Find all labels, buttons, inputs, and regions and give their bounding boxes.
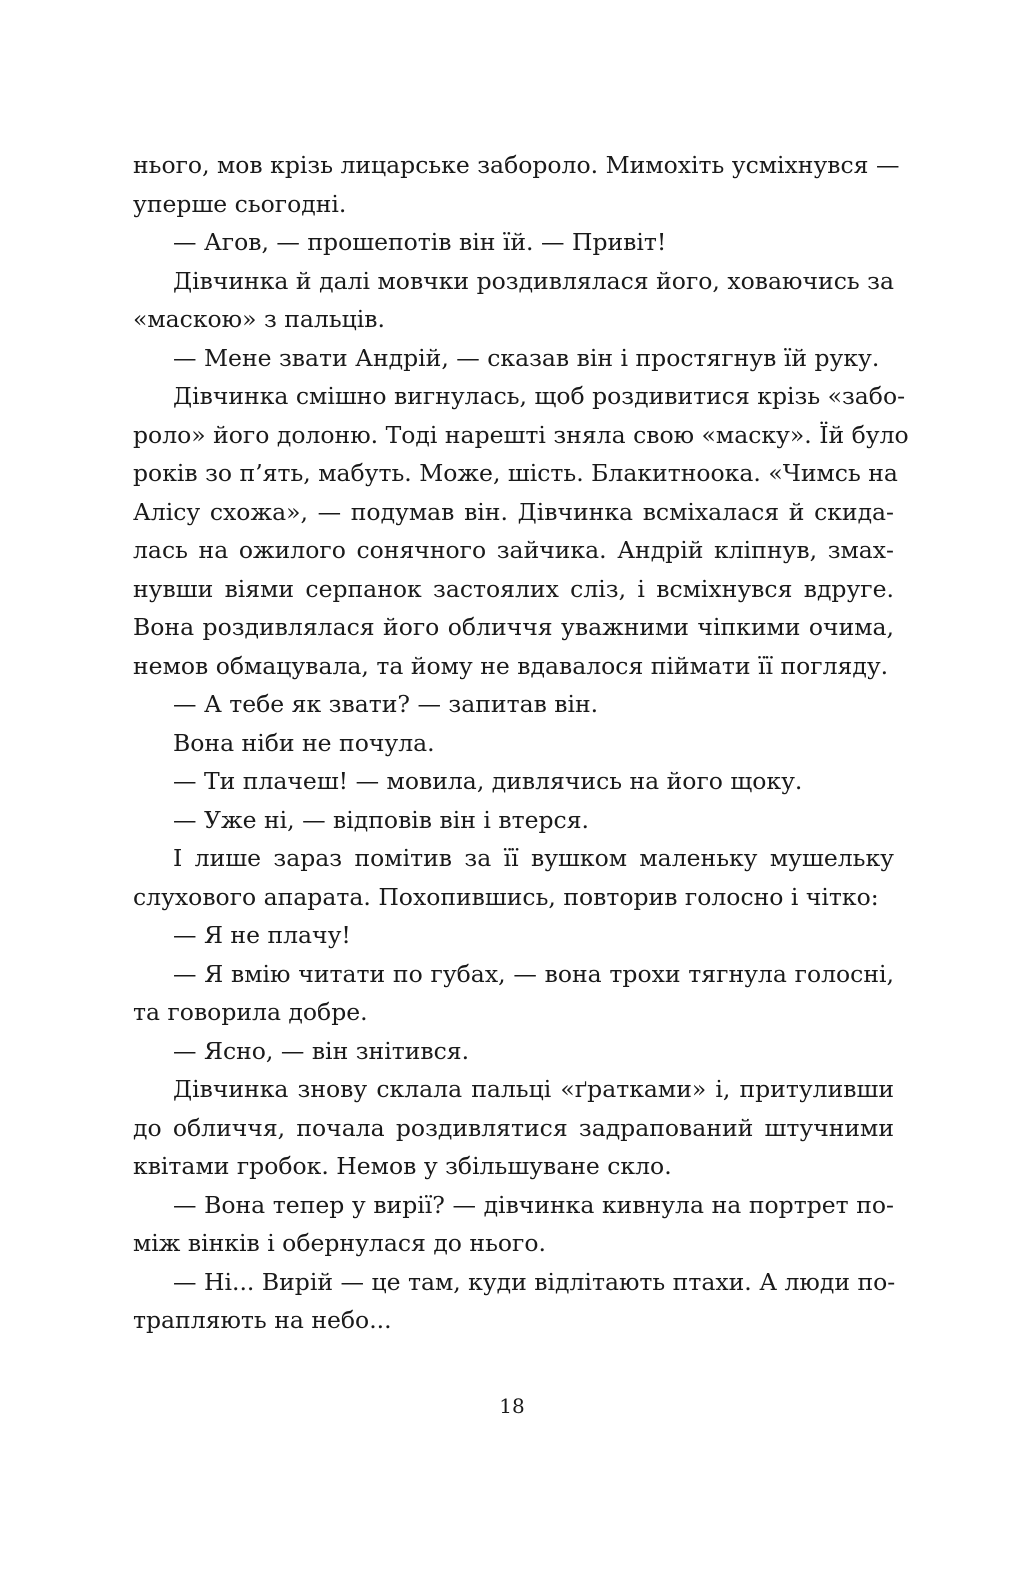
text-line: Дівчинка смішно вигнулась, щоб роздивитися крізь «забо- xyxy=(173,382,906,410)
text-line: Дівчинка й далі мовчки роздивлялася його, ховаючись за xyxy=(173,266,894,295)
text-line: — Ти плачеш! — мовила, дивлячись на його щоку. xyxy=(173,767,803,795)
text-line: нього, мов крізь лицарське забороло. Мимохіть усміхнувся — xyxy=(133,151,900,179)
text-line: Алісу схожа», — подумав він. Дівчинка всміхалася й скида- xyxy=(133,497,894,526)
text-line: років зо п’ять, мабуть. Може, шість. Блакитноока. «Чимсь на xyxy=(133,459,898,487)
page-number: 18 xyxy=(499,1394,525,1418)
text-line: — А тебе як звати? — запитав він. xyxy=(173,690,599,718)
text-line: — Вона тепер у вирії? — дівчинка кивнула на портрет по- xyxy=(173,1190,894,1219)
text-line: — Я вмію читати по губах, — вона трохи тягнула голосні, xyxy=(173,959,894,988)
text-line: до обличчя, почала роздивлятися задрапований штучними xyxy=(133,1113,894,1142)
text-line: Вона ніби не почула. xyxy=(173,728,435,757)
text-line: «маскою» з пальців. xyxy=(133,305,385,333)
text-line: роло» його долоню. Тоді нарешті зняла свою «маску». Їй було xyxy=(133,420,909,449)
text-line: немов обмацувала, та йому не вдавалося піймати її погляду. xyxy=(133,651,889,680)
text-line: уперше сьогодні. xyxy=(133,189,347,218)
text-line: квітами гробок. Немов у збільшуване скло. xyxy=(133,1152,672,1180)
text-line: лась на ожилого сонячного зайчика. Андрій кліпнув, змах- xyxy=(133,536,894,564)
text-line: — Мене звати Андрій, — сказав він і простягнув їй руку. xyxy=(173,343,880,372)
text-line: трапляють на небо... xyxy=(133,1306,392,1334)
text-line: Вона роздивлялася його обличчя уважними чіпкими очима, xyxy=(133,613,894,641)
text-line: — Агов, — прошепотів він їй. — Привіт! xyxy=(173,228,667,256)
text-line: І лише зараз помітив за її вушком маленьку мушельку xyxy=(173,844,894,872)
text-line: — Ясно, — він знітився. xyxy=(173,1036,470,1065)
text-line: Дівчинка знову склала пальці «ґратками» і, притуливши xyxy=(173,1075,894,1103)
text-line: — Я не плачу! xyxy=(173,921,351,949)
text-line: слухового апарата. Похопившись, повторив голосно і чітко: xyxy=(133,882,879,911)
text-line: та говорила добре. xyxy=(133,998,368,1026)
text-line: — Ні... Вирій — це там, куди відлітають птахи. А люди по- xyxy=(173,1267,896,1296)
text-line: нувши віями серпанок застоялих сліз, і всміхнувся вдруге. xyxy=(133,574,894,603)
text-line: між вінків і обернулася до нього. xyxy=(133,1229,546,1257)
text-line: — Уже ні, — відповів він і втерся. xyxy=(173,805,590,834)
body-text xyxy=(133,146,909,1340)
